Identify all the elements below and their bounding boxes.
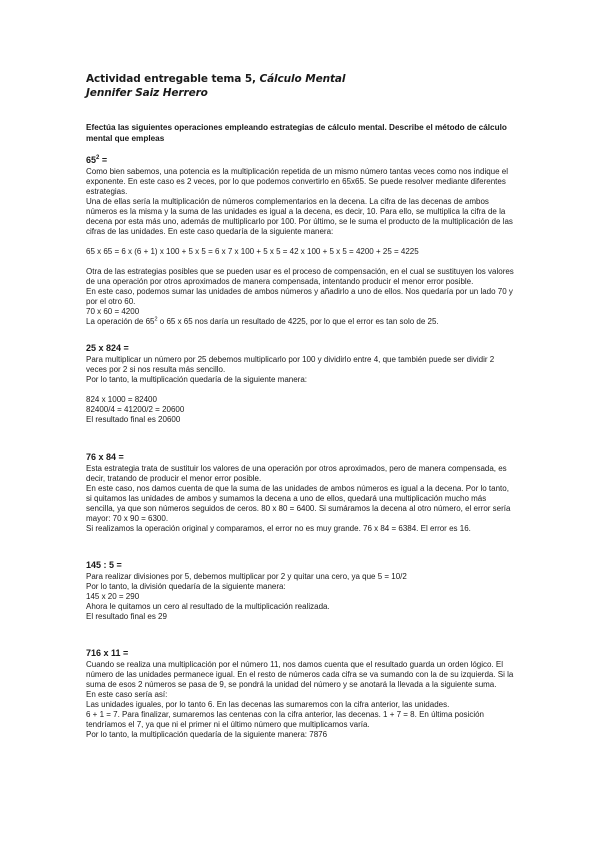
paragraph: Una de ellas sería la multiplicación de números complementarios en la decena. La cifra de las decenas de ambos números es la misma y la suma de las unidades es igual a la decena, es decir, 10. Para ello, se multiplica la cifra de la decena por esta más uno, además de multiplicarlo por 100. Por último, se le suma el producto de la multiplicación de las cifras de las unidades. En este caso quedaría de la siguiente manera:: [86, 197, 513, 236]
title-italic: Cálculo Mental: [259, 73, 346, 85]
paragraph: Para multiplicar un número por 25 debemos multiplicarlo por 100 y dividirlo entre 4, que también puede ser dividir 2 veces por 2 si nos resulta más sencillo.: [86, 355, 495, 374]
paragraph: Por lo tanto, la multiplicación quedaría de la siguiente manera:: [86, 375, 308, 384]
document-author: [86, 86, 514, 100]
paragraph: En este caso sería así:: [86, 690, 168, 699]
text-part: o 65 x 65 nos daría un resultado de 4225, por lo que el error es tan solo de 25.: [157, 317, 439, 326]
paragraph: En este caso, podemos sumar las unidades de ambos números y añadirlo a uno de ellos. Nos quedaría por un lado 70 y por el otro 60.: [86, 287, 513, 306]
paragraph: Las unidades iguales, por lo tanto 6. En las decenas las sumaremos con la cifra anterior, las unidades.: [86, 700, 450, 709]
equation: 65 x 65 = 6 x (6 + 1) x 100 + 5 x 5 = 6 x 7 x 100 + 5 x 5 = 42 x 100 + 5 x 5 = 4200 + 25 = 4225: [86, 247, 419, 256]
paragraph: Otra de las estrategias posibles que se pueden usar es el proceso de compensación, en el cual se sustituyen los valores de una operación por otros aproximados de manera compensada, intentando producir el menor error posible.: [86, 267, 514, 286]
instructions: Efectúa las siguientes operaciones empleando estrategias de cálculo mental. Describe el método de cálculo mental que empleas: [86, 123, 507, 143]
exponent: 2: [154, 316, 158, 323]
paragraph: Ahora le quitamos un cero al resultado de la multiplicación realizada.: [86, 602, 330, 611]
equation: 70 x 60 = 4200: [86, 307, 140, 316]
paragraph: Cuando se realiza una multiplicación por el número 11, nos damos cuenta que el resultado guarda un orden lógico. El número de las unidades permanece igual. En el resto de números cada cifra se va sumando con la de su izquierda. Si la suma de esos 2 números se pasa de 9, se pondrá la unidad del número y se anotará la llevada a la siguiente suma.: [86, 660, 514, 689]
equation: 82400/4 = 41200/2 = 20600: [86, 405, 185, 414]
paragraph: El resultado final es 20600: [86, 415, 181, 424]
section-716x11: [86, 648, 514, 740]
section-76x84: [86, 452, 514, 534]
section-title: 76 x 84 =: [86, 452, 124, 462]
paragraph: Si realizamos la operación original y comparamos, el error no es muy grande. 76 x 84 = 6384. El error es 16.: [86, 524, 471, 533]
paragraph: Por lo tanto, la división quedaría de la siguiente manera:: [86, 582, 286, 591]
paragraph: Esta estrategia trata de sustituir los valores de una operación por otros aproximados, pero de manera compensada, es decir, tratando de producir el menor error posible.: [86, 464, 507, 483]
paragraph: Como bien sabemos, una potencia es la multiplicación repetida de un mismo número tantas veces como nos indique el exponente. En este caso es 2 veces, por lo que podemos convertirlo en 65x65. Se puede resolver mediante diferentes estrategias.: [86, 167, 509, 196]
paragraph: En este caso, nos damos cuenta de que la suma de las unidades de ambos números es igual a la decena. Por lo tanto, si quitamos las unidades de ambos y sumamos la decena a uno de ellos, quedará una multiplicación mucho más sencilla, ya que son números seguidos de ceros. 80 x 80 = 6400. Si sumáramos la decena al otro número, el error sería mayor: 70 x 90 = 6300.: [86, 484, 511, 523]
equation: 824 x 1000 = 82400: [86, 395, 157, 404]
equation: 145 x 20 = 290: [86, 592, 140, 601]
title-base: 65: [86, 155, 97, 165]
section-65-squared: [86, 155, 514, 327]
section-25x824: [86, 343, 514, 425]
section-title: 25 x 824 =: [86, 343, 129, 353]
text-part: La operación de 65: [86, 317, 155, 326]
section-title: [86, 155, 514, 166]
title-rest: =: [99, 155, 108, 165]
title-exponent: 2: [96, 155, 100, 161]
paragraph: 6 + 1 = 7. Para finalizar, sumaremos las centenas con la cifra anterior, las decenas. 1 + 7 = 8. En última posición tendríamos el 7, ya que ni el primer ni el último número que multiplicamos varía.: [86, 710, 484, 729]
document-title: [86, 72, 514, 86]
paragraph: El resultado final es 29: [86, 612, 167, 621]
paragraph: [86, 317, 514, 327]
section-title: 716 x 11 =: [86, 648, 129, 658]
section-145div5: [86, 560, 514, 622]
title-prefix: Actividad entregable tema 5,: [86, 73, 260, 85]
section-title: 145 : 5 =: [86, 560, 122, 570]
paragraph: Para realizar divisiones por 5, debemos multiplicar por 2 y quitar una cero, ya que 5 = 10/2: [86, 572, 407, 581]
author-name: Jennifer Saiz Herrero: [86, 87, 208, 99]
paragraph: Por lo tanto, la multiplicación quedaría de la siguiente manera: 7876: [86, 730, 328, 739]
